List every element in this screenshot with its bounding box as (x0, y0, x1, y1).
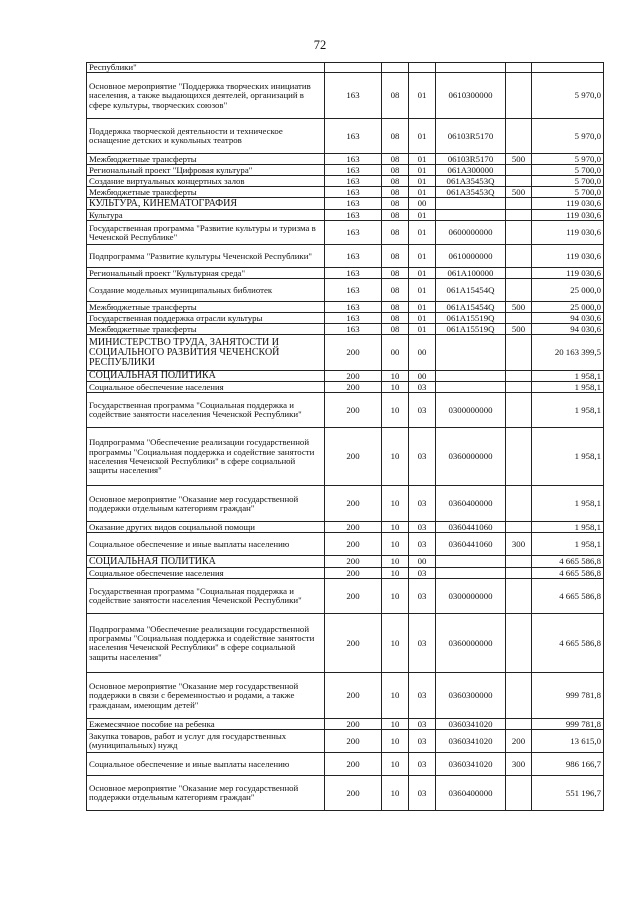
row-section-code: 08 (382, 176, 409, 187)
row-section-code: 08 (382, 302, 409, 313)
row-amount: 5 970,0 (532, 154, 604, 165)
row-target-article-code (436, 556, 506, 568)
row-grbs-code: 200 (325, 568, 382, 579)
row-name: Региональный проект "Культурная среда" (87, 268, 325, 279)
row-amount: 1 958,1 (532, 486, 604, 522)
row-target-article-code: 0360441060 (436, 522, 506, 533)
row-grbs-code: 200 (325, 486, 382, 522)
row-amount: 999 781,8 (532, 719, 604, 730)
row-section-code: 10 (382, 428, 409, 486)
row-amount: 551 196,7 (532, 776, 604, 811)
row-target-article-code: 0360341020 (436, 719, 506, 730)
row-name: Основное мероприятие "Оказание мер государственной поддержки отдельным категориям граждан" (87, 776, 325, 811)
row-name: Социальное обеспечение населения (87, 568, 325, 579)
row-expense-type-code (506, 198, 532, 210)
row-name: Государственная программа "Развитие культуры и туризма в Чеченской Республике" (87, 221, 325, 245)
row-grbs-code: 163 (325, 154, 382, 165)
row-name: Социальное обеспечение и иные выплаты населению (87, 753, 325, 776)
row-grbs-code: 200 (325, 730, 382, 753)
row-subsection-code: 01 (409, 154, 436, 165)
row-grbs-code: 200 (325, 393, 382, 428)
row-subsection-code: 01 (409, 279, 436, 302)
row-grbs-code: 200 (325, 556, 382, 568)
row-grbs-code: 200 (325, 673, 382, 719)
row-name: Межбюджетные трансферты (87, 187, 325, 198)
row-grbs-code: 200 (325, 614, 382, 673)
row-section-code: 08 (382, 119, 409, 154)
row-amount: 119 030,6 (532, 210, 604, 221)
row-name: СОЦИАЛЬНАЯ ПОЛИТИКА (87, 556, 325, 568)
row-amount: 4 665 586,8 (532, 568, 604, 579)
row-amount: 5 700,0 (532, 187, 604, 198)
row-name: КУЛЬТУРА, КИНЕМАТОГРАФИЯ (87, 198, 325, 210)
row-target-article-code (436, 371, 506, 382)
row-grbs-code: 200 (325, 719, 382, 730)
row-expense-type-code (506, 335, 532, 371)
row-grbs-code: 200 (325, 428, 382, 486)
row-expense-type-code (506, 486, 532, 522)
row-section-code (382, 63, 409, 73)
row-amount: 1 958,1 (532, 428, 604, 486)
row-name: Ежемесячное пособие на ребенка (87, 719, 325, 730)
row-target-article-code (436, 63, 506, 73)
row-target-article-code: 061A15454Q (436, 302, 506, 313)
row-grbs-code: 200 (325, 776, 382, 811)
row-target-article-code: 0360441060 (436, 533, 506, 556)
row-expense-type-code (506, 614, 532, 673)
row-subsection-code: 03 (409, 486, 436, 522)
row-target-article-code: 061A15519Q (436, 313, 506, 324)
row-grbs-code (325, 63, 382, 73)
table-row (87, 730, 604, 753)
row-name: Подпрограмма "Развитие культуры Чеченской Республики" (87, 245, 325, 268)
row-subsection-code: 03 (409, 730, 436, 753)
row-name: Создание виртуальных концертных залов (87, 176, 325, 187)
row-amount: 119 030,6 (532, 198, 604, 210)
row-section-code: 08 (382, 210, 409, 221)
row-amount: 119 030,6 (532, 268, 604, 279)
row-subsection-code: 03 (409, 522, 436, 533)
row-section-code: 10 (382, 776, 409, 811)
row-expense-type-code (506, 221, 532, 245)
row-section-code: 08 (382, 73, 409, 119)
table-row (87, 176, 604, 187)
row-target-article-code: 06103R5170 (436, 119, 506, 154)
row-grbs-code: 200 (325, 335, 382, 371)
row-target-article-code (436, 210, 506, 221)
row-name: Государственная программа "Социальная поддержка и содействие занятости населения Чеченской Республики" (87, 393, 325, 428)
table-row (87, 719, 604, 730)
row-target-article-code: 0300000000 (436, 393, 506, 428)
row-section-code: 10 (382, 393, 409, 428)
row-target-article-code: 0360300000 (436, 673, 506, 719)
row-expense-type-code: 300 (506, 753, 532, 776)
row-amount: 4 665 586,8 (532, 614, 604, 673)
table-row (87, 302, 604, 313)
row-amount: 25 000,0 (532, 302, 604, 313)
table-row (87, 187, 604, 198)
row-subsection-code: 03 (409, 533, 436, 556)
row-section-code: 08 (382, 165, 409, 176)
row-section-code: 08 (382, 245, 409, 268)
row-subsection-code (409, 63, 436, 73)
row-expense-type-code (506, 279, 532, 302)
table-row (87, 221, 604, 245)
row-grbs-code: 163 (325, 165, 382, 176)
row-expense-type-code: 500 (506, 154, 532, 165)
row-target-article-code: 0360400000 (436, 776, 506, 811)
row-subsection-code: 01 (409, 176, 436, 187)
row-grbs-code: 163 (325, 313, 382, 324)
row-name: Республики" (87, 63, 325, 73)
row-section-code: 00 (382, 335, 409, 371)
row-section-code: 08 (382, 154, 409, 165)
row-amount: 1 958,1 (532, 382, 604, 393)
row-target-article-code: 0600000000 (436, 221, 506, 245)
row-grbs-code: 200 (325, 382, 382, 393)
row-section-code: 08 (382, 198, 409, 210)
row-grbs-code: 200 (325, 522, 382, 533)
row-expense-type-code (506, 176, 532, 187)
table-row (87, 335, 604, 371)
row-grbs-code: 163 (325, 119, 382, 154)
row-name: Государственная программа "Социальная поддержка и содействие занятости населения Чеченской Республики" (87, 579, 325, 614)
row-target-article-code: 061A300000 (436, 165, 506, 176)
row-expense-type-code (506, 579, 532, 614)
row-target-article-code: 0360341020 (436, 753, 506, 776)
row-expense-type-code: 500 (506, 187, 532, 198)
row-grbs-code: 163 (325, 302, 382, 313)
row-expense-type-code (506, 428, 532, 486)
row-name: Закупка товаров, работ и услуг для государственных (муниципальных) нужд (87, 730, 325, 753)
row-expense-type-code (506, 776, 532, 811)
row-target-article-code: 0300000000 (436, 579, 506, 614)
row-grbs-code: 163 (325, 198, 382, 210)
row-subsection-code: 03 (409, 579, 436, 614)
row-subsection-code: 01 (409, 165, 436, 176)
row-subsection-code: 03 (409, 568, 436, 579)
row-amount: 5 970,0 (532, 73, 604, 119)
row-target-article-code (436, 335, 506, 371)
row-name: Культура (87, 210, 325, 221)
table-row (87, 533, 604, 556)
row-amount: 119 030,6 (532, 221, 604, 245)
row-target-article-code: 061A15519Q (436, 324, 506, 335)
row-section-code: 10 (382, 556, 409, 568)
row-target-article-code: 0360000000 (436, 428, 506, 486)
table-row (87, 324, 604, 335)
row-amount: 94 030,6 (532, 313, 604, 324)
table-row (87, 154, 604, 165)
row-subsection-code: 01 (409, 119, 436, 154)
row-expense-type-code: 500 (506, 324, 532, 335)
row-grbs-code: 200 (325, 533, 382, 556)
row-section-code: 10 (382, 522, 409, 533)
table-row (87, 382, 604, 393)
table-body (87, 63, 604, 811)
row-expense-type-code (506, 673, 532, 719)
row-subsection-code: 03 (409, 614, 436, 673)
row-section-code: 08 (382, 279, 409, 302)
row-section-code: 10 (382, 533, 409, 556)
row-section-code: 10 (382, 730, 409, 753)
row-grbs-code: 200 (325, 371, 382, 382)
row-section-code: 08 (382, 268, 409, 279)
table-row (87, 279, 604, 302)
row-name: Основное мероприятие "Оказание мер государственной поддержки в связи с беременностью и родами, а также гражданам, имеющим детей" (87, 673, 325, 719)
row-target-article-code (436, 198, 506, 210)
row-target-article-code: 0610000000 (436, 245, 506, 268)
row-subsection-code: 03 (409, 776, 436, 811)
row-section-code: 10 (382, 719, 409, 730)
row-amount: 5 700,0 (532, 165, 604, 176)
row-amount: 1 958,1 (532, 393, 604, 428)
row-amount: 20 163 399,5 (532, 335, 604, 371)
table-row (87, 119, 604, 154)
table-row (87, 63, 604, 73)
row-target-article-code: 061A35453Q (436, 176, 506, 187)
row-subsection-code: 03 (409, 393, 436, 428)
row-name: МИНИСТЕРСТВО ТРУДА, ЗАНЯТОСТИ И СОЦИАЛЬНОГО РАЗВИТИЯ ЧЕЧЕНСКОЙ РЕСПУБЛИКИ (87, 335, 325, 371)
row-name: Межбюджетные трансферты (87, 324, 325, 335)
row-subsection-code: 00 (409, 556, 436, 568)
row-amount: 25 000,0 (532, 279, 604, 302)
row-expense-type-code: 500 (506, 302, 532, 313)
row-grbs-code: 163 (325, 268, 382, 279)
row-amount: 5 700,0 (532, 176, 604, 187)
row-subsection-code: 03 (409, 673, 436, 719)
row-target-article-code: 061A15454Q (436, 279, 506, 302)
row-section-code: 10 (382, 486, 409, 522)
table-row (87, 673, 604, 719)
row-subsection-code: 01 (409, 73, 436, 119)
row-subsection-code: 01 (409, 210, 436, 221)
row-subsection-code: 01 (409, 221, 436, 245)
table-row (87, 268, 604, 279)
row-section-code: 08 (382, 324, 409, 335)
row-name: Социальное обеспечение населения (87, 382, 325, 393)
table-row (87, 73, 604, 119)
row-name: Подпрограмма "Обеспечение реализации государственной программы "Социальная поддержка и содействие занятости населения Чеченской Республики" в сфере социальной защиты населения" (87, 614, 325, 673)
row-target-article-code: 0360341020 (436, 730, 506, 753)
table-row (87, 198, 604, 210)
row-expense-type-code (506, 245, 532, 268)
row-expense-type-code (506, 393, 532, 428)
row-amount: 999 781,8 (532, 673, 604, 719)
row-expense-type-code (506, 556, 532, 568)
row-amount: 1 958,1 (532, 533, 604, 556)
row-subsection-code: 01 (409, 302, 436, 313)
row-expense-type-code: 200 (506, 730, 532, 753)
row-grbs-code: 163 (325, 245, 382, 268)
row-expense-type-code: 300 (506, 533, 532, 556)
row-name: Поддержка творческой деятельности и техническое оснащение детских и кукольных театров (87, 119, 325, 154)
row-expense-type-code (506, 522, 532, 533)
row-name: Государственная поддержка отрасли культуры (87, 313, 325, 324)
table-row (87, 245, 604, 268)
row-expense-type-code (506, 719, 532, 730)
row-section-code: 08 (382, 313, 409, 324)
row-amount: 94 030,6 (532, 324, 604, 335)
row-section-code: 10 (382, 673, 409, 719)
row-section-code: 08 (382, 187, 409, 198)
row-grbs-code: 200 (325, 579, 382, 614)
row-target-article-code: 06103R5170 (436, 154, 506, 165)
row-name: Создание модельных муниципальных библиотек (87, 279, 325, 302)
row-name: Оказание других видов социальной помощи (87, 522, 325, 533)
row-grbs-code: 163 (325, 221, 382, 245)
budget-table (86, 62, 604, 811)
row-name: Межбюджетные трансферты (87, 154, 325, 165)
table-row (87, 371, 604, 382)
row-name: Межбюджетные трансферты (87, 302, 325, 313)
row-target-article-code (436, 568, 506, 579)
row-grbs-code: 163 (325, 210, 382, 221)
table-row (87, 522, 604, 533)
row-name: Основное мероприятие "Оказание мер государственной поддержки отдельным категориям граждан" (87, 486, 325, 522)
row-subsection-code: 00 (409, 198, 436, 210)
row-name: Региональный проект "Цифровая культура" (87, 165, 325, 176)
row-amount: 1 958,1 (532, 371, 604, 382)
row-expense-type-code (506, 73, 532, 119)
table-row (87, 210, 604, 221)
row-section-code: 10 (382, 371, 409, 382)
row-section-code: 10 (382, 568, 409, 579)
row-expense-type-code (506, 568, 532, 579)
row-name: Основное мероприятие "Поддержка творческих инициатив населения, а также выдающихся деятелей, организаций в сфере культуры, творческих союзов" (87, 73, 325, 119)
row-amount (532, 63, 604, 73)
table-row (87, 753, 604, 776)
table-row (87, 393, 604, 428)
row-name: Подпрограмма "Обеспечение реализации государственной программы "Социальная поддержка и содействие занятости населения Чеченской Республики" в сфере социальной защиты населения" (87, 428, 325, 486)
table-row (87, 579, 604, 614)
row-target-article-code: 0360000000 (436, 614, 506, 673)
row-section-code: 10 (382, 579, 409, 614)
row-section-code: 10 (382, 382, 409, 393)
row-target-article-code: 0610300000 (436, 73, 506, 119)
row-target-article-code: 061A100000 (436, 268, 506, 279)
table-row (87, 486, 604, 522)
row-expense-type-code (506, 382, 532, 393)
page-number: 72 (313, 38, 327, 52)
row-subsection-code: 01 (409, 268, 436, 279)
row-amount: 986 166,7 (532, 753, 604, 776)
row-expense-type-code (506, 313, 532, 324)
row-expense-type-code (506, 63, 532, 73)
table-row (87, 556, 604, 568)
row-amount: 5 970,0 (532, 119, 604, 154)
row-subsection-code: 03 (409, 719, 436, 730)
row-target-article-code (436, 382, 506, 393)
row-grbs-code: 163 (325, 279, 382, 302)
row-target-article-code: 0360400000 (436, 486, 506, 522)
row-amount: 13 615,0 (532, 730, 604, 753)
row-name: Социальное обеспечение и иные выплаты населению (87, 533, 325, 556)
row-subsection-code: 00 (409, 371, 436, 382)
row-grbs-code: 163 (325, 187, 382, 198)
row-subsection-code: 00 (409, 335, 436, 371)
row-grbs-code: 200 (325, 753, 382, 776)
row-expense-type-code (506, 119, 532, 154)
row-subsection-code: 01 (409, 324, 436, 335)
row-expense-type-code (506, 371, 532, 382)
row-grbs-code: 163 (325, 176, 382, 187)
row-subsection-code: 01 (409, 313, 436, 324)
row-grbs-code: 163 (325, 324, 382, 335)
row-name: СОЦИАЛЬНАЯ ПОЛИТИКА (87, 371, 325, 382)
row-target-article-code: 061A35453Q (436, 187, 506, 198)
row-expense-type-code (506, 268, 532, 279)
row-subsection-code: 01 (409, 187, 436, 198)
row-section-code: 10 (382, 614, 409, 673)
row-subsection-code: 03 (409, 753, 436, 776)
row-grbs-code: 163 (325, 73, 382, 119)
table-row (87, 776, 604, 811)
table-row (87, 165, 604, 176)
row-subsection-code: 03 (409, 382, 436, 393)
table-row (87, 313, 604, 324)
row-subsection-code: 03 (409, 428, 436, 486)
row-amount: 4 665 586,8 (532, 556, 604, 568)
row-amount: 4 665 586,8 (532, 579, 604, 614)
row-section-code: 08 (382, 221, 409, 245)
table-row (87, 428, 604, 486)
row-expense-type-code (506, 165, 532, 176)
table-row (87, 568, 604, 579)
row-amount: 1 958,1 (532, 522, 604, 533)
row-section-code: 10 (382, 753, 409, 776)
row-amount: 119 030,6 (532, 245, 604, 268)
row-expense-type-code (506, 210, 532, 221)
row-subsection-code: 01 (409, 245, 436, 268)
table-row (87, 614, 604, 673)
